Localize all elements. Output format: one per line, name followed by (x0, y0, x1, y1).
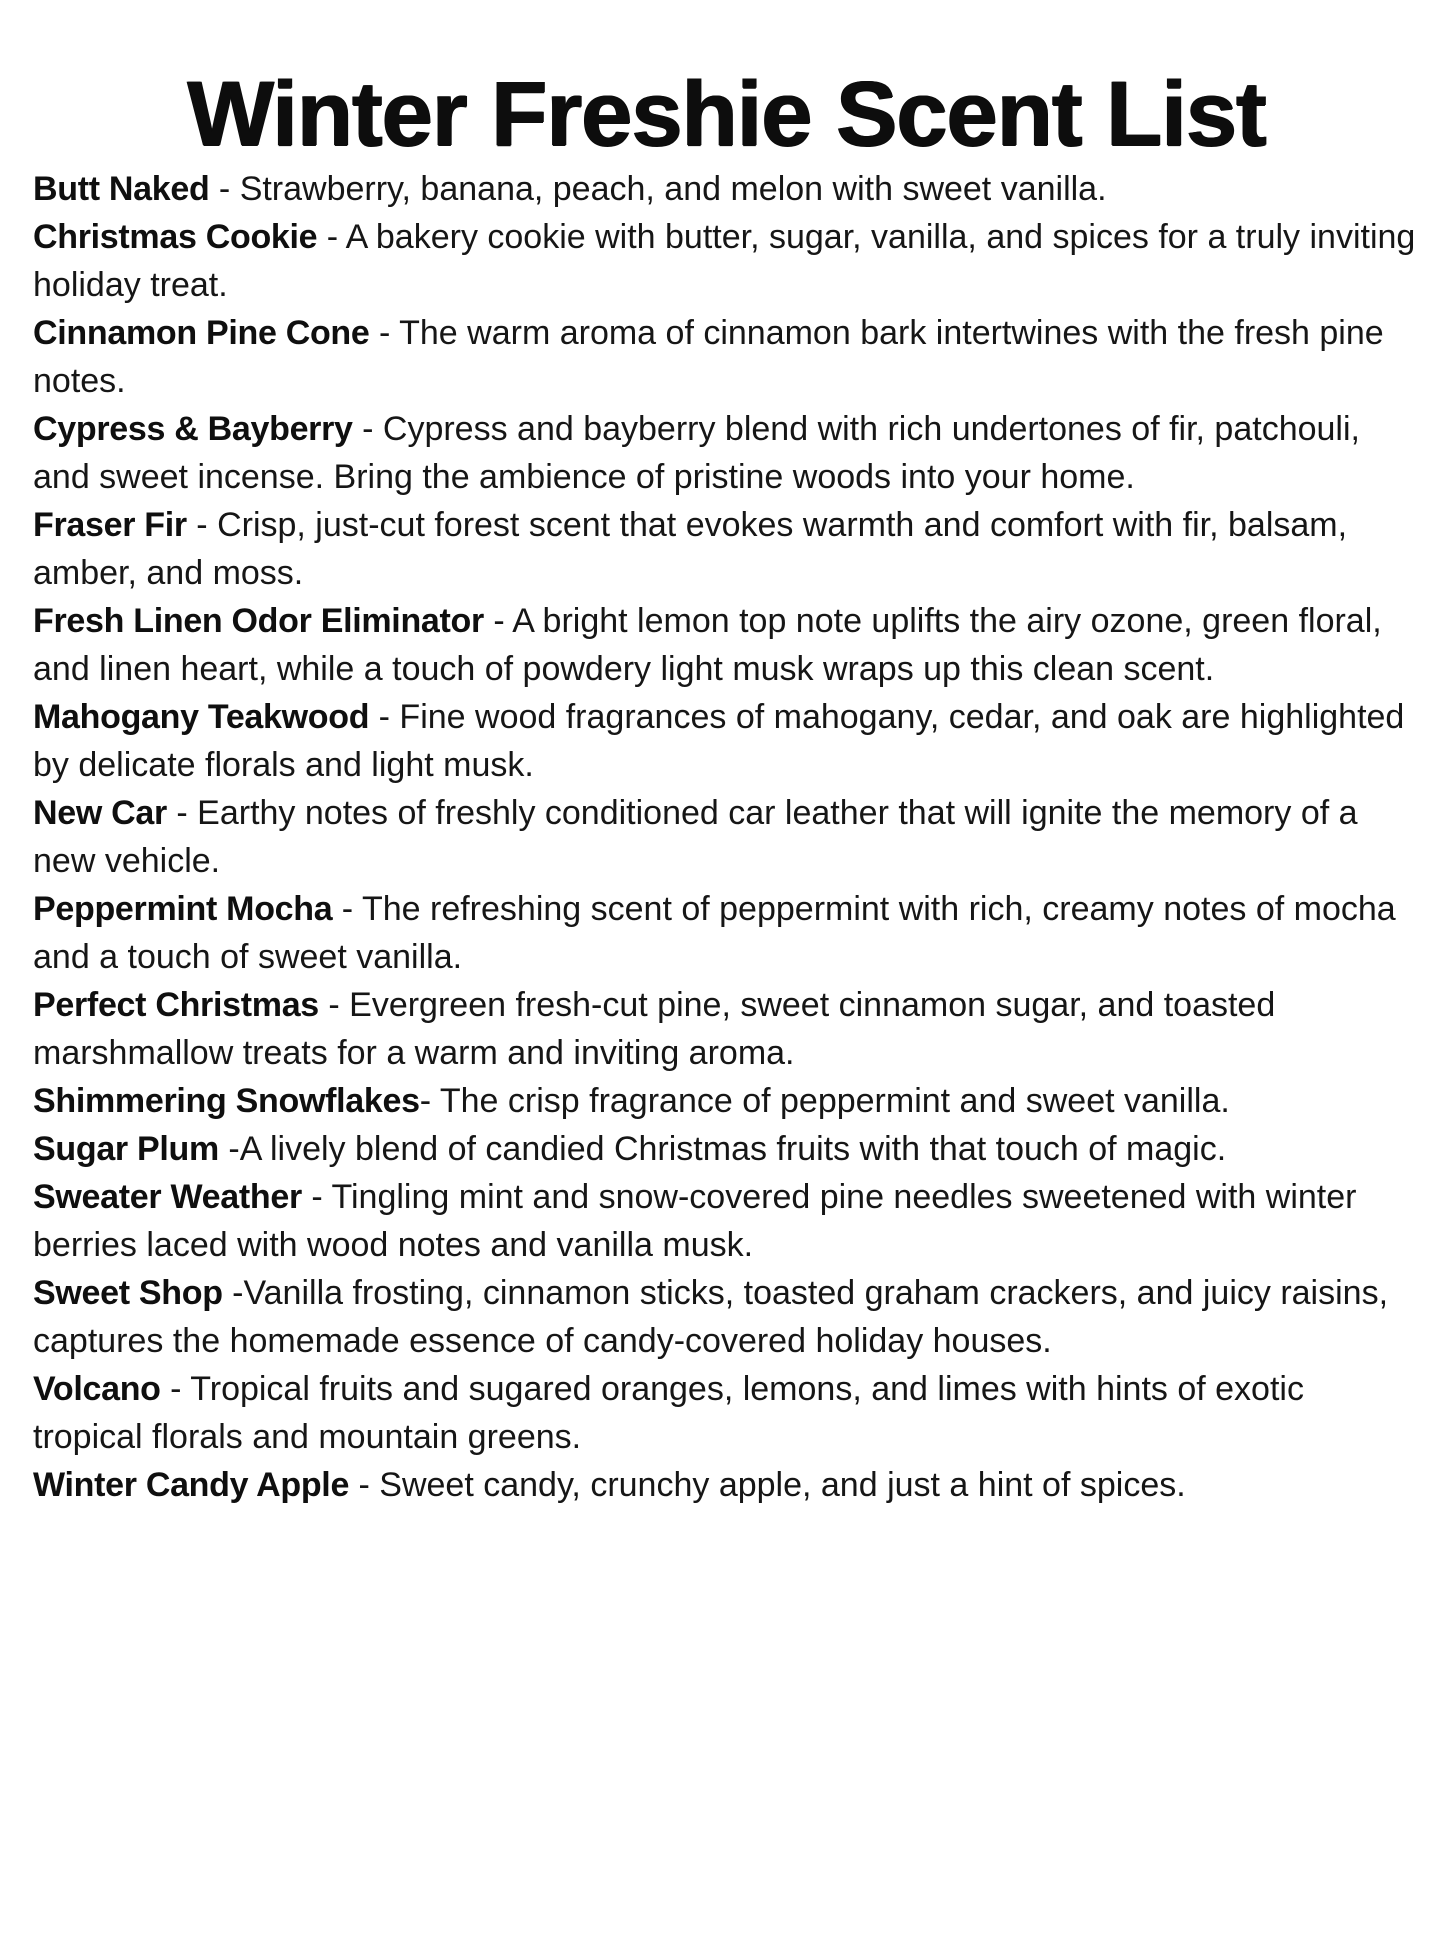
scent-item (33, 1365, 1420, 1461)
scent-name: Cinnamon Pine Cone (33, 314, 370, 352)
scent-item (33, 1269, 1420, 1365)
scent-separator: - (419, 1082, 440, 1120)
scent-description: A bright lemon top note uplifts the airy ozone, green floral, and linen heart, while a touch of powdery light musk wraps up this clean scent. (33, 602, 1382, 688)
scent-name: Winter Candy Apple (33, 1466, 350, 1504)
scent-item (33, 885, 1420, 981)
scent-description: Tropical fruits and sugared oranges, lemons, and limes with hints of exotic tropical florals and mountain greens. (33, 1370, 1304, 1456)
scent-item (33, 165, 1420, 213)
scent-name: Perfect Christmas (33, 986, 319, 1024)
scent-separator: - (209, 170, 240, 208)
scent-name: Sweater Weather (33, 1178, 302, 1216)
scent-separator: - (166, 794, 198, 832)
scent-item (33, 405, 1420, 501)
scent-name: Peppermint Mocha (33, 890, 333, 928)
scent-item (33, 597, 1420, 693)
scent-item (33, 309, 1420, 405)
scent-name: Fraser Fir (33, 506, 187, 544)
scent-description: Evergreen fresh-cut pine, sweet cinnamon sugar, and toasted marshmallow treats for a warm and inviting aroma. (33, 986, 1276, 1072)
document-page (0, 64, 1445, 1935)
scent-description: Crisp, just-cut forest scent that evokes warmth and comfort with fir, balsam, amber, and moss. (33, 506, 1348, 592)
scent-name: Fresh Linen Odor Eliminator (33, 602, 484, 640)
scent-description: The warm aroma of cinnamon bark intertwines with the fresh pine notes. (33, 314, 1384, 400)
scent-name: Sweet Shop (33, 1274, 223, 1312)
scent-item (33, 1461, 1420, 1509)
scent-separator: - (218, 1130, 240, 1168)
scent-description: Strawberry, banana, peach, and melon with sweet vanilla. (239, 170, 1107, 208)
scent-separator: - (352, 410, 383, 448)
scent-description: The refreshing scent of peppermint with rich, creamy notes of mocha and a touch of sweet vanilla. (33, 890, 1396, 976)
scent-item (33, 789, 1420, 885)
scent-list (33, 165, 1420, 1509)
scent-item (33, 1077, 1420, 1125)
scent-separator: - (369, 698, 400, 736)
page-title: Winter Freshie Scent List (187, 63, 1266, 165)
scent-name: Christmas Cookie (33, 218, 318, 256)
scent-description: The crisp fragrance of peppermint and sweet vanilla. (439, 1082, 1230, 1120)
scent-separator: - (301, 1178, 332, 1216)
scent-description: Cypress and bayberry blend with rich undertones of fir, patchouli, and sweet incense. Bring the ambience of pristine woods into your home. (33, 410, 1360, 496)
scent-description: A bakery cookie with butter, sugar, vanilla, and spices for a truly inviting holiday treat. (33, 218, 1416, 304)
scent-separator: - (222, 1274, 244, 1312)
scent-separator: - (369, 314, 400, 352)
scent-separator: - (318, 986, 350, 1024)
scent-name: Shimmering Snowflakes (33, 1082, 420, 1120)
scent-item (33, 501, 1420, 597)
scent-separator: - (186, 506, 218, 544)
scent-description: Fine wood fragrances of mahogany, cedar, and oak are highlighted by delicate florals and light musk. (33, 698, 1405, 784)
scent-name: Butt Naked (33, 170, 210, 208)
scent-description: A lively blend of candied Christmas fruits with that touch of magic. (239, 1130, 1227, 1168)
scent-description: Tingling mint and snow-covered pine needles sweetened with winter berries laced with wood notes and vanilla musk. (33, 1178, 1357, 1264)
scent-item (33, 981, 1420, 1077)
scent-name: Cypress & Bayberry (33, 410, 353, 448)
scent-separator: - (317, 218, 346, 256)
scent-description: Vanilla frosting, cinnamon sticks, toasted graham crackers, and juicy raisins, captures the homemade essence of candy-covered holiday houses. (33, 1274, 1389, 1360)
scent-name: Sugar Plum (33, 1130, 219, 1168)
scent-separator: - (160, 1370, 191, 1408)
scent-name: Volcano (33, 1370, 161, 1408)
scent-name: Mahogany Teakwood (33, 698, 370, 736)
scent-name: New Car (33, 794, 167, 832)
scent-item (33, 1125, 1420, 1173)
scent-separator: - (483, 602, 513, 640)
scent-description: Sweet candy, crunchy apple, and just a hint of spices. (379, 1466, 1186, 1504)
scent-separator: - (349, 1466, 380, 1504)
scent-item (33, 693, 1420, 789)
scent-item (33, 1173, 1420, 1269)
scent-item (33, 213, 1420, 309)
scent-separator: - (332, 890, 362, 928)
scent-description: Earthy notes of freshly conditioned car leather that will ignite the memory of a new vehicle. (33, 794, 1358, 880)
